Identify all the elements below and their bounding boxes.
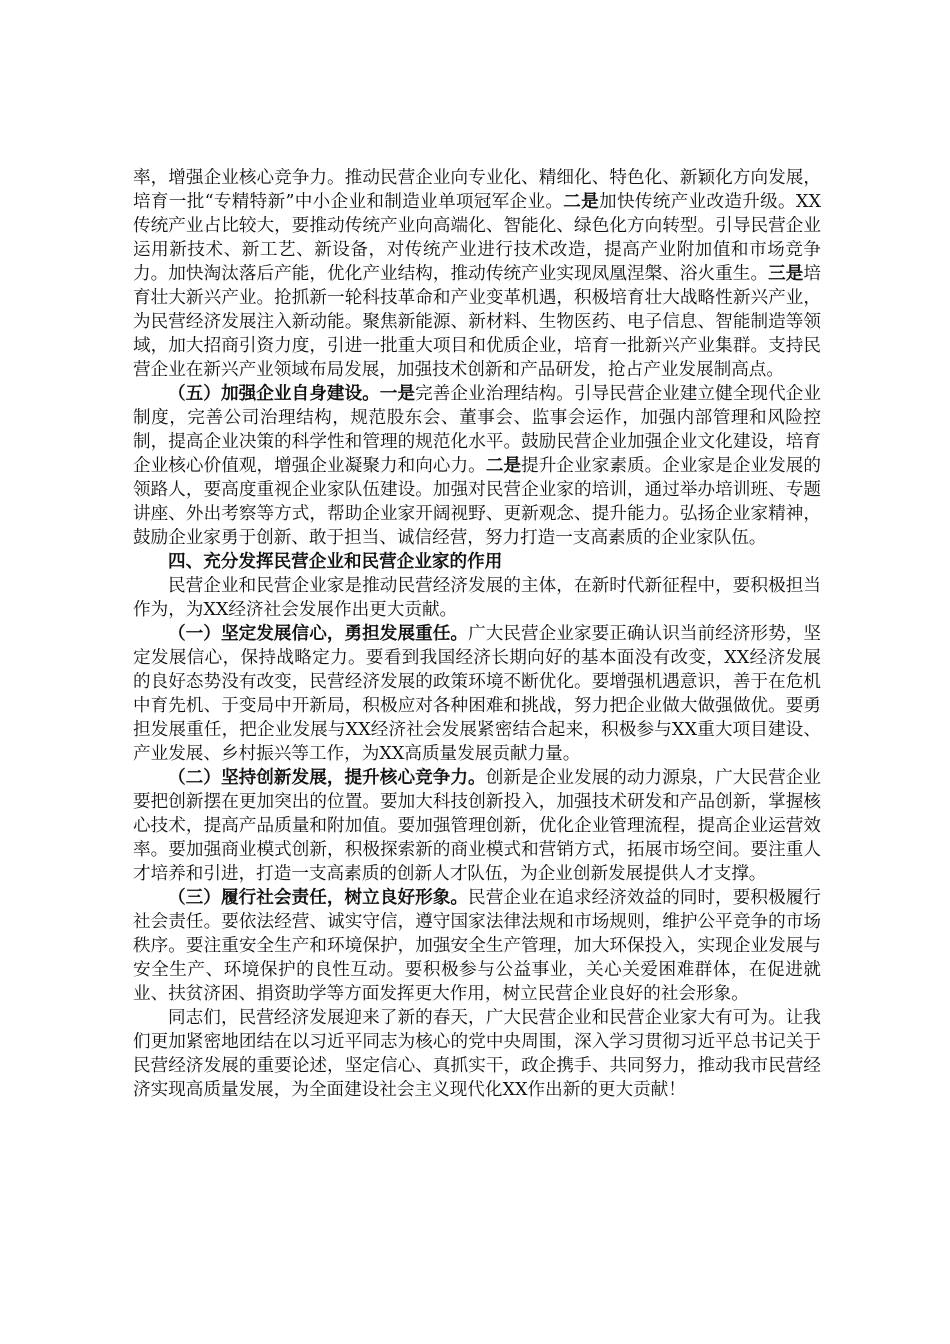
paragraph-confidence [133, 622, 821, 766]
bold-marker: 三是 [768, 263, 804, 284]
paragraph-social-responsibility [133, 886, 821, 1006]
subsection-heading: （二）坚持创新发展，提升核心竞争力。 [168, 767, 486, 788]
paragraph-text: 民营企业在追求经济效益的同时，要积极履行社会责任。要依法经营、诚实守信，遵守国家法律法规和市场规则，维护公平竞争的市场秩序。要注重安全生产和环境保护，加强安全生产管理，加大环保投入，实现企业发展与安全生产、环境保护的良性互动。要积极参与公益事业，关心关爱困难群体，在促进就业、扶贫济困、捐资助学等方面发挥更大作用，树立民营企业良好的社会形象。 [133, 888, 821, 1004]
paragraph-text: 创新是企业发展的动力源泉，广大民营企业要把创新摆在更加突出的位置。要加大科技创新投入，加强技术研发和产品创新，掌握核心技术，提高产品质量和附加值。要加强管理创新，优化企业管理流程，提高企业运营效率。要加强商业模式创新，积极探索新的商业模式和营销方式，拓展市场空间。要注重人才培养和引进，打造一支高素质的创新人才队伍，为企业创新发展提供人才支撑。 [133, 768, 821, 884]
document-body [133, 166, 821, 1102]
paragraph-closing: 同志们，民营经济发展迎来了新的春天，广大民营企业和民营企业家大有可为。让我们更加紧密地团结在以习近平同志为核心的党中央周围，深入学习贯彻习近平总书记关于民营经济发展的重要论述，坚定信心、真抓实干，政企携手、共同努力，推动我市民营经济实现高质量发展，为全面建设社会主义现代化XX作出新的更大贡献！ [133, 1008, 821, 1100]
paragraph-text: 培育壮大新兴产业。抢抓新一轮科技革命和产业变革机遇，积极培育壮大战略性新兴产业，为民营经济发展注入新动能。聚焦新能源、新材料、生物医药、电子信息、智能制造等领域，加大招商引资力度，引进一批重大项目和优质企业，培育一批新兴产业集群。支持民营企业在新兴产业领域布局发展，加强技术创新和产品研发，抢占产业发展制高点。 [133, 264, 821, 380]
bold-marker: 二是 [485, 455, 522, 476]
paragraph-text: 完善企业治理结构。引导民营企业建立健全现代企业制度，完善公司治理结构，规范股东会、董事会、监事会运作，加强内部管理和风险控制，提高企业决策的科学性和管理的规范化水平。鼓励民营企业加强企业文化建设，培育企业核心价值观，增强企业凝聚力和向心力。 [133, 384, 821, 476]
subsection-heading: （一）坚定发展信心，勇担发展重任。 [168, 623, 469, 644]
subsection-heading: （三）履行社会责任，树立良好形象。 [168, 887, 469, 908]
section-heading-4: 四、充分发挥民营企业和民营企业家的作用 [168, 551, 503, 572]
paragraph-industry-upgrade [133, 166, 821, 382]
paragraph-text: 广大民营企业家要正确认识当前经济形势，坚定发展信心，保持战略定力。要看到我国经济长期向好的基本面没有改变，XX经济发展的良好态势没有改变，民营经济发展的政策环境不断优化。要增强机遇意识，善于在危机中育先机、于变局中开新局，积极应对各种困难和挑战，努力把企业做大做强做优。要勇担发展重任，把企业发展与XX经济社会发展紧密结合起来，积极参与XX重大项目建设、产业发展、乡村振兴等工作，为XX高质量发展贡献力量。 [133, 624, 821, 764]
bold-marker: 二是 [563, 191, 600, 212]
paragraph-text: 率，增强企业核心竞争力。推动民营企业向专业化、精细化、特色化、新颖化方向发展，培育一批“专精特新”中小企业和制造业单项冠军企业。 [133, 168, 821, 212]
paragraph-enterprise-building [133, 382, 821, 550]
paragraph-innovation [133, 766, 821, 886]
paragraph-text: 提升企业家素质。企业家是企业发展的领路人，要高度重视企业家队伍建设。加强对民营企业家的培训，通过举办培训班、专题讲座、外出考察等方式，帮助企业家开阔视野、更新观念、提升能力。弘扬企业家精神，鼓励企业家勇于创新、敢于担当、诚信经营，努力打造一支高素质的企业家队伍。 [133, 456, 821, 548]
paragraph-text: 加快传统产业改造升级。XX传统产业占比较大，要推动传统产业向高端化、智能化、绿色化方向转型。引导民营企业运用新技术、新工艺、新设备，对传统产业进行技术改造，提高产业附加值和市场竞争力。加快淘汰落后产能，优化产业结构，推动传统产业实现凤凰涅槃、浴火重生。 [133, 192, 821, 284]
paragraph-intro: 民营企业和民营企业家是推动民营经济发展的主体，在新时代新征程中，要积极担当作为，为XX经济社会发展作出更大贡献。 [133, 576, 821, 620]
section-heading-inline: （五）加强企业自身建设。一是 [168, 383, 416, 404]
